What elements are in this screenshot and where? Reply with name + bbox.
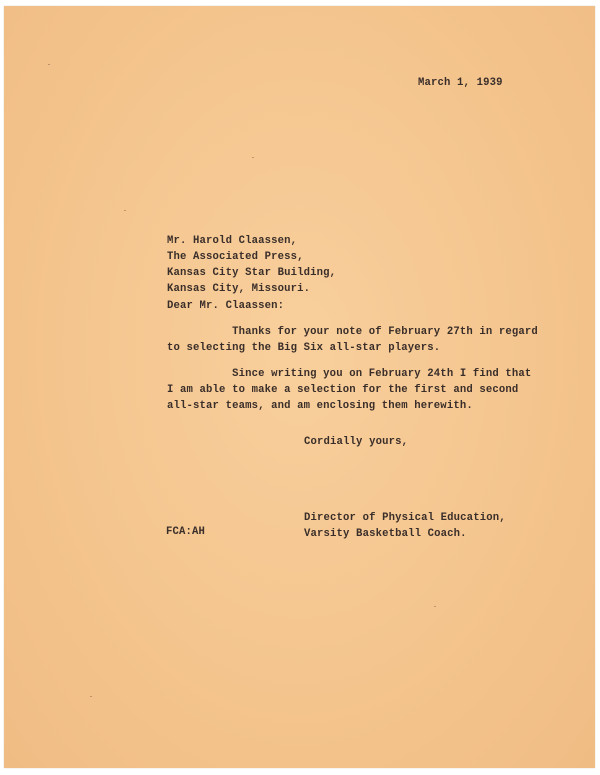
signature-title-2: Varsity Basketball Coach.: [304, 528, 467, 540]
address-line-city: Kansas City, Missouri.: [167, 283, 311, 295]
letter-date: March 1, 1939: [418, 77, 503, 89]
salutation: Dear Mr. Claassen:: [167, 300, 285, 312]
paragraph-2-line-1: Since writing you on February 24th I find that: [167, 368, 532, 380]
paragraph-2-line-2: I am able to make a selection for the first and second: [167, 384, 519, 396]
address-line-organization: The Associated Press,: [167, 251, 304, 263]
paragraph-2-line-3: all-star teams, and am enclosing them herewith.: [167, 400, 473, 412]
reference-initials: FCA:AH: [166, 526, 206, 538]
complimentary-closing: Cordially yours,: [304, 436, 409, 448]
signature-title-1: Director of Physical Education,: [304, 512, 506, 524]
paragraph-1-line-1: Thanks for your note of February 27th in regard: [167, 326, 538, 338]
paper-speck: [124, 210, 126, 211]
paragraph-1-line-2: to selecting the Big Six all-star players.: [167, 342, 441, 354]
paper-speck: [434, 606, 436, 607]
paper-speck: [48, 64, 50, 65]
paper-speck: [90, 696, 92, 697]
address-line-building: Kansas City Star Building,: [167, 267, 337, 279]
letter-sheet: [4, 6, 595, 768]
address-line-recipient: Mr. Harold Claassen,: [167, 235, 298, 247]
paper-speck: [252, 157, 254, 158]
